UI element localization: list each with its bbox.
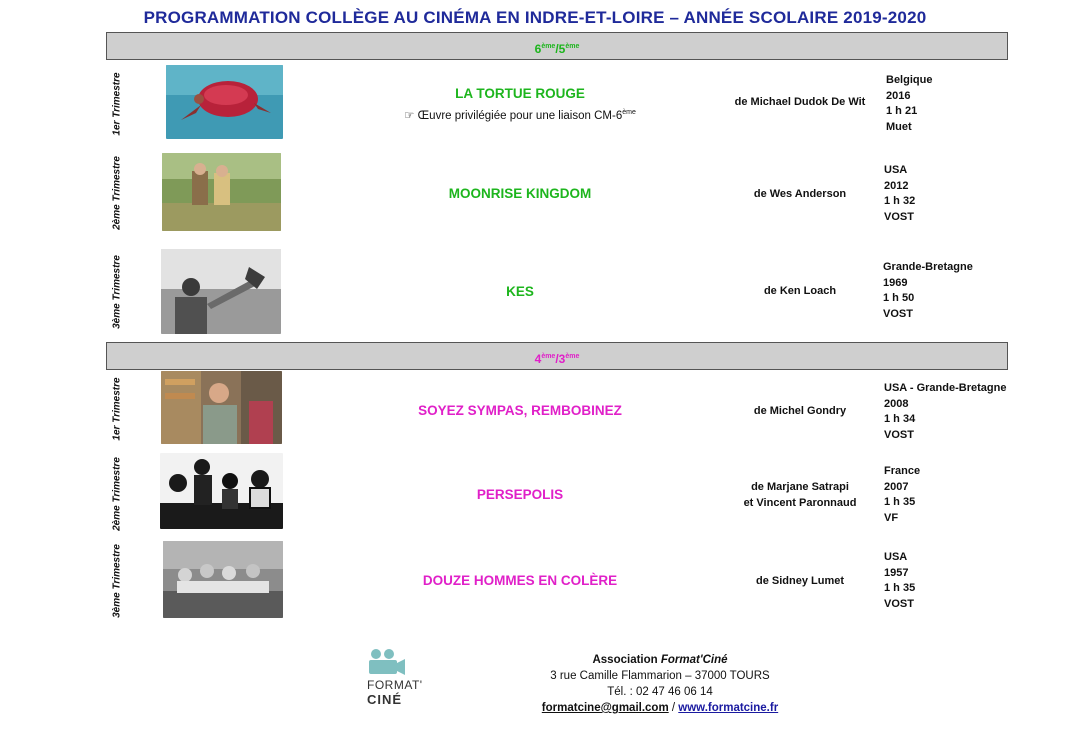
pointing-hand-icon: ☞ <box>404 110 415 122</box>
phone: Tél. : 02 47 46 06 14 <box>607 686 713 698</box>
film-info <box>884 550 1064 612</box>
film-poster-kes <box>161 249 281 334</box>
footer-contact <box>500 652 820 716</box>
level-bar-6-5 <box>106 32 1008 60</box>
film-country: France <box>884 465 921 477</box>
film-country: Grande-Bretagne <box>883 261 973 273</box>
logo-line-2: CINÉ <box>367 692 403 707</box>
film-year: 2008 <box>884 397 909 410</box>
assoc-name: Format'Ciné <box>660 654 728 666</box>
film-director <box>720 479 880 511</box>
director-line: de Michel Gondry <box>753 405 847 417</box>
director-line: de Ken Loach <box>763 285 837 297</box>
film-title: SOYEZ SYMPAS, REMBOBINEZ <box>418 403 622 418</box>
film-poster-persepolis <box>160 453 283 529</box>
film-year: 1957 <box>884 566 909 579</box>
film-poster-moonrise-kingdom <box>162 153 281 231</box>
film-duration: 1 h 32 <box>884 195 916 207</box>
address: 3 rue Camille Flammarion – 37000 TOURS <box>550 670 770 682</box>
film-version: VF <box>884 511 899 524</box>
film-year: 2012 <box>884 179 909 192</box>
assoc-prefix: Association <box>592 654 661 666</box>
film-country: USA <box>884 551 908 563</box>
film-duration: 1 h 21 <box>886 105 918 117</box>
trimester-label: 3ème Trimestre <box>111 255 123 329</box>
trimester-label: 1er Trimestre <box>111 72 123 136</box>
logo-line-1: FORMAT' <box>367 678 423 692</box>
film-duration: 1 h 35 <box>884 582 916 594</box>
film-director <box>720 94 880 110</box>
director-line: de Marjane Satrapi <box>751 481 849 493</box>
trimester-label: 2ème Trimestre <box>111 156 123 230</box>
film-country: USA - Grande-Bretagne <box>884 382 1007 394</box>
link-separator: / <box>668 702 679 714</box>
film-version: Muet <box>886 120 912 133</box>
film-poster-tortue-rouge <box>166 65 283 139</box>
film-duration: 1 h 35 <box>884 496 916 508</box>
level-bar-4-3 <box>106 342 1008 370</box>
director-line-2: et Vincent Paronnaud <box>743 497 857 509</box>
film-country: Belgique <box>886 74 933 86</box>
film-title: PERSEPOLIS <box>476 487 564 502</box>
film-poster-soyez-sympas <box>161 371 282 444</box>
film-version: VOST <box>884 597 914 610</box>
level-a-sup: ème <box>541 353 556 360</box>
level-a: 6 <box>534 42 542 56</box>
website-link[interactable]: www.formatcine.fr <box>678 702 779 714</box>
film-director <box>720 283 880 299</box>
film-version: VOST <box>884 428 914 441</box>
level-b: 5 <box>558 42 566 56</box>
trimester-label: 1er Trimestre <box>111 377 123 441</box>
trimester-label: 3ème Trimestre <box>111 544 123 618</box>
film-year: 2007 <box>884 480 909 493</box>
film-info <box>886 73 1066 135</box>
film-version: VOST <box>884 210 914 223</box>
level-b: 3 <box>558 352 566 366</box>
film-year: 2016 <box>886 89 911 102</box>
film-year: 1969 <box>883 276 908 289</box>
film-info <box>883 260 1063 322</box>
level-sep: / <box>555 352 559 366</box>
film-info <box>884 163 1064 225</box>
film-note <box>330 108 710 122</box>
email-link[interactable]: formatcine@gmail.com <box>541 702 669 714</box>
film-version: VOST <box>883 307 913 320</box>
note-text: Œuvre privilégiée pour une liaison CM-6 <box>417 110 623 122</box>
level-a-sup: ème <box>541 43 556 50</box>
film-director <box>720 403 880 419</box>
film-director <box>720 573 880 589</box>
film-country: USA <box>884 164 908 176</box>
film-title: LA TORTUE ROUGE <box>455 86 585 101</box>
trimester-label: 2ème Trimestre <box>111 457 123 531</box>
level-b-sup: ème <box>565 43 580 50</box>
page-title: PROGRAMMATION COLLÈGE AU CINÉMA EN INDRE-ET-LOIRE – ANNÉE SCOLAIRE 2019-2020 <box>143 8 927 27</box>
director-line: de Wes Anderson <box>753 188 847 200</box>
level-a: 4 <box>534 352 542 366</box>
note-sup: ème <box>622 109 636 116</box>
film-director <box>720 186 880 202</box>
film-title: DOUZE HOMMES EN COLÈRE <box>422 573 618 588</box>
film-info <box>884 464 1064 526</box>
association-name <box>500 652 820 668</box>
level-b-sup: ème <box>565 353 580 360</box>
film-info <box>884 381 1064 443</box>
film-duration: 1 h 50 <box>883 292 915 304</box>
level-sep: / <box>555 42 559 56</box>
film-title: MOONRISE KINGDOM <box>448 186 592 201</box>
film-title: KES <box>506 284 534 299</box>
contact-links <box>500 700 820 716</box>
film-poster-douze-hommes <box>163 541 283 618</box>
film-duration: 1 h 34 <box>884 413 916 425</box>
director-line: de Michael Dudok De Wit <box>734 96 866 108</box>
director-line: de Sidney Lumet <box>755 575 845 587</box>
